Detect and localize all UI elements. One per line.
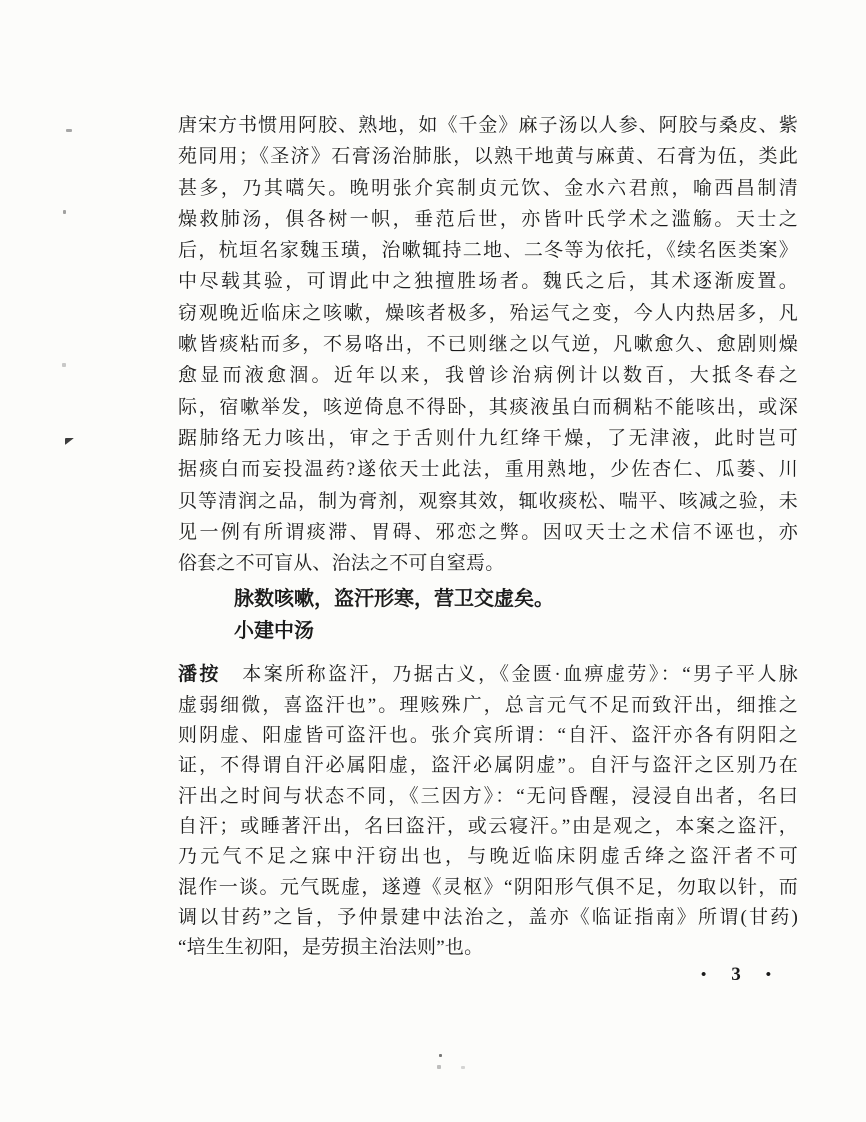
page-number-value: 3: [731, 964, 741, 985]
scan-speck: [461, 1066, 465, 1069]
scan-speck: [437, 1065, 441, 1069]
scan-speck: [62, 363, 66, 367]
text-line: 愈显而液愈涸。近年以来，我曾诊治病例计以数百，大抵冬春之: [178, 365, 798, 387]
text-line: 证，不得谓自汗必属阳虚，盗汗必属阴虚”。自汗与盗汗之区别乃在: [178, 755, 798, 777]
case-quote: [178, 584, 798, 647]
text-line: 混作一谈。元气既虚，遂遵《灵枢》“阴阳形气俱不足，勿取以针，而: [178, 876, 798, 898]
text-line: 踞肺络无力咳出，审之于舌则什九红绛干燥，了无津液，此时岂可: [178, 427, 798, 449]
text-line: 窃观晚近临床之咳嗽，燥咳者极多，殆运气之变，今人内热居多，凡: [178, 302, 798, 324]
page-number: [701, 964, 771, 986]
commentary-label: 潘按: [178, 664, 221, 686]
commentary-first-line: 本案所称盗汗，乃据古义，《金匮·血痹虚劳》：“男子平人脉: [220, 664, 798, 686]
text-line: 据痰白而妄投温药?遂依天士此法，重用熟地，少佐杏仁、瓜蒌、川: [178, 459, 798, 481]
text-line: 贝等清润之品，制为膏剂，观察其效，辄收痰松、喘平、咳减之验，未: [178, 490, 798, 512]
text-line: 则阴虚、阳虚皆可盗汗也。张介宾所谓：“自汗、盗汗亦各有阴阳之: [178, 725, 798, 747]
text-line: 乃元气不足之寐中汗窃出也，与晚近临床阴虚舌绛之盗汗者不可: [178, 846, 798, 868]
text-line: 甚多，乃其嚆矢。晚明张介宾制贞元饮、金水六君煎，喻西昌制清: [178, 177, 798, 199]
text-line: 自汗；或睡著汗出，名曰盗汗，或云寝汗。”由是观之，本案之盗汗，: [178, 815, 798, 837]
text-line: 燥救肺汤，俱各树一帜，垂范后世，亦皆叶氏学术之滥觞。天士之: [178, 208, 798, 230]
scan-speck: [63, 210, 66, 214]
opening-paragraph: [178, 110, 798, 579]
formula-name: 小建中汤: [234, 619, 314, 642]
scan-speck-triangle: [65, 438, 74, 445]
text-line: 嗽皆痰粘而多，不易咯出，不已则继之以气逆，凡嗽愈久、愈剧则燥: [178, 334, 798, 356]
text-line: 虚弱细微，喜盗汗也”。理赅殊广，总言元气不足而致汗出，细推之: [178, 694, 798, 716]
page-number-right-dot: •: [765, 966, 771, 983]
text-line: 苑同用；《圣济》石膏汤治肺胀，以熟干地黄与麻黄、石膏为伍，类此: [178, 146, 798, 168]
commentary-paragraph: [178, 660, 798, 963]
text-line: 见一例有所谓痰滞、胃碍、邪恋之弊。因叹天士之术信不诬也，亦: [178, 521, 798, 543]
scan-speck: [439, 1054, 442, 1057]
text-line: 调以甘药”之旨，予仲景建中法治之，盖亦《临证指南》所谓(甘药): [178, 906, 798, 928]
text-line: “培生生初阳，是劳损主治法则”也。: [178, 937, 484, 959]
text-line: 际，宿嗽举发，咳逆倚息不得卧，其痰液虽白而稠粘不能咳出，或深: [178, 396, 798, 418]
text-line: 后，杭垣名家魏玉璜，治嗽辄持二地、二冬等为依托，《续名医类案》: [178, 240, 798, 262]
text-line: [178, 660, 798, 690]
text-line: 汗出之时间与状态不同，《三因方》：“无问昏醒，浸浸自出者，名曰: [178, 785, 798, 807]
case-quote-text: 脉数咳嗽，盗汗形寒，营卫交虚矣。: [234, 588, 554, 611]
text-column: [178, 110, 798, 963]
text-line: 俗套之不可盲从、治法之不可自窒焉。: [178, 553, 505, 575]
page-number-left-dot: •: [701, 966, 707, 983]
text-line: 中尽载其验，可谓此中之独擅胜场者。魏氏之后，其术逐渐废置。: [178, 271, 798, 293]
text-line: 唐宋方书惯用阿胶、熟地，如《千金》麻子汤以人参、阿胶与桑皮、紫: [178, 115, 798, 136]
scan-speck: [66, 129, 72, 132]
